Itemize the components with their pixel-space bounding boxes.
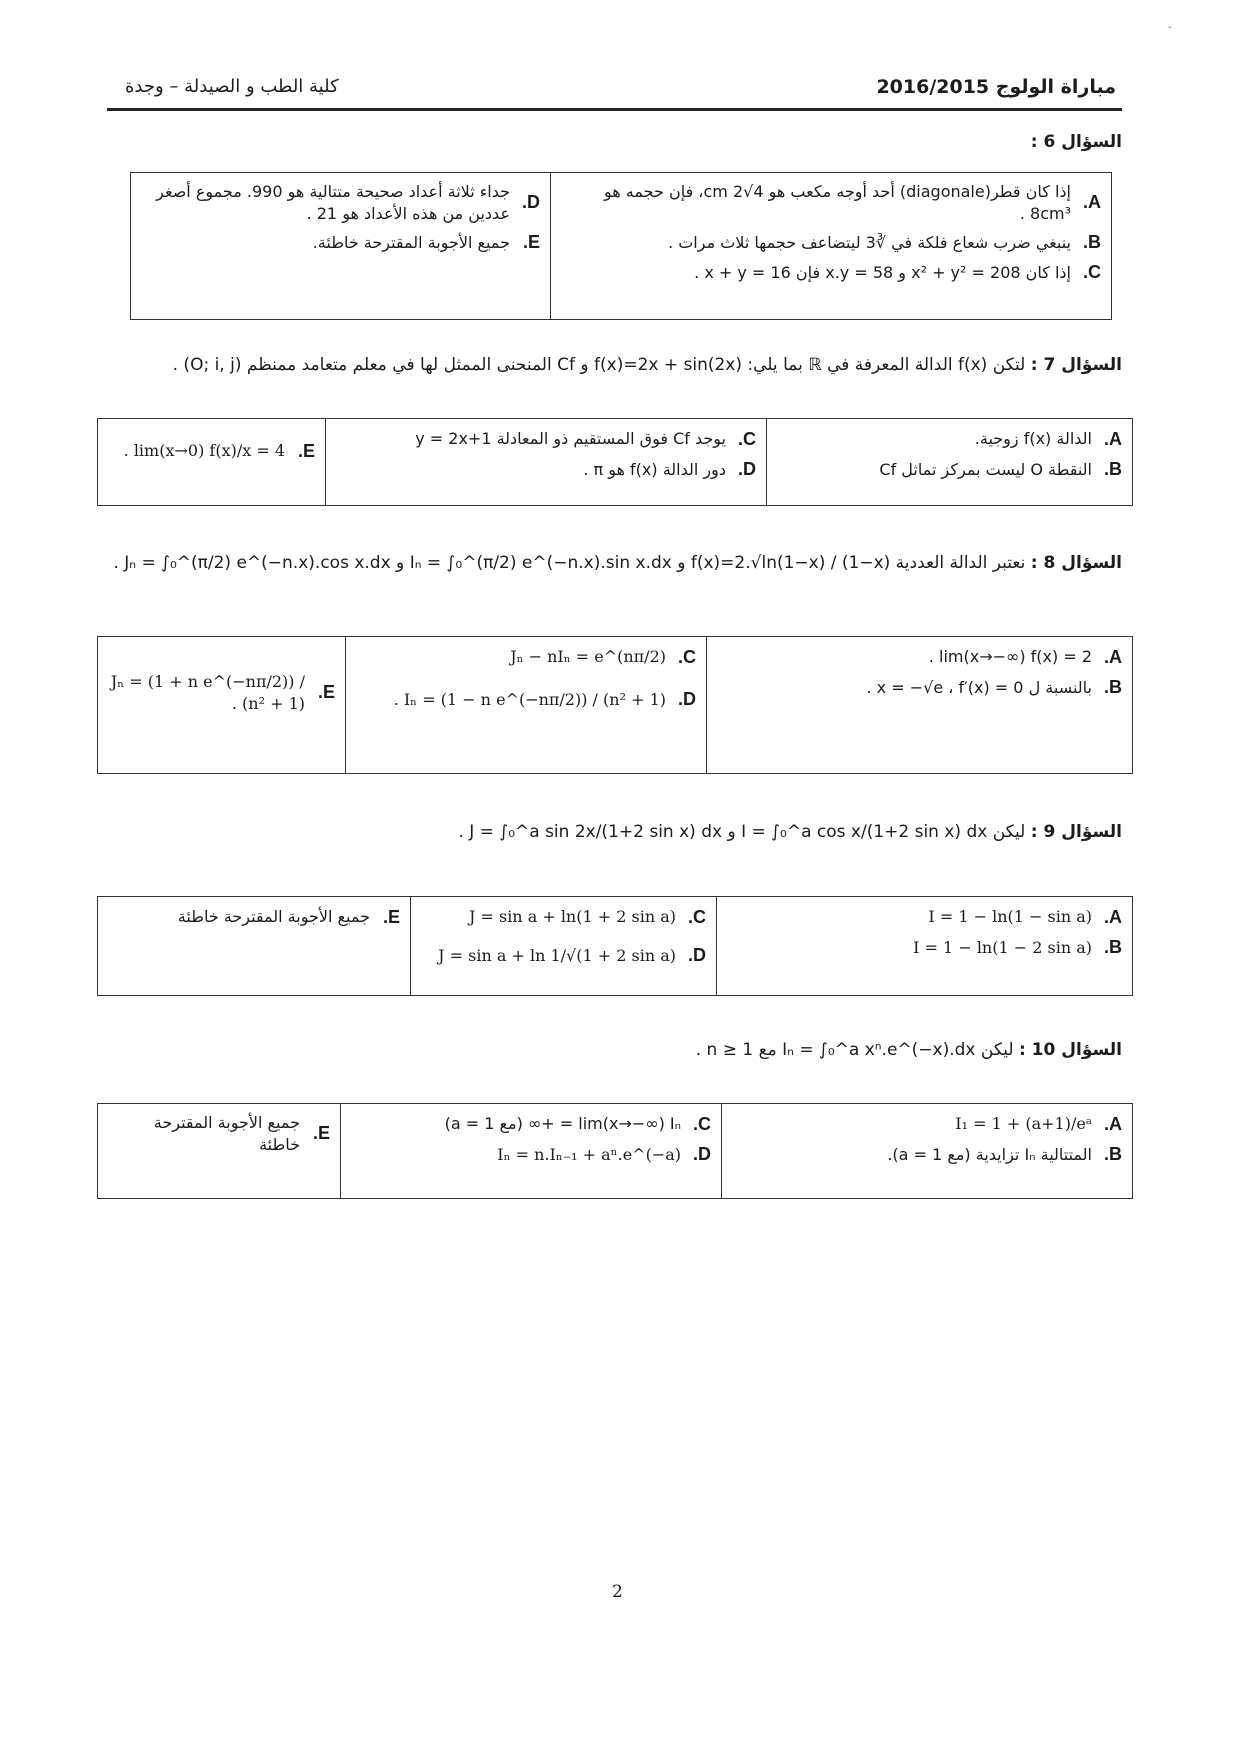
- q10-statement: السؤال 10 : ليكن Iₙ = ∫₀^a xⁿ.e^(−x).dx مع n ≥ 1 .: [695, 1040, 1122, 1060]
- q8-col-left: [98, 637, 346, 774]
- q8-option-b: B. بالنسبة ل x = −√e ، f′(x) = 0 .: [866, 677, 1122, 698]
- q6-options: [130, 172, 1112, 320]
- q8-col-middle: [346, 637, 707, 774]
- q7-col-left: [98, 419, 326, 506]
- q10-option-d: D. Iₙ = n.Iₙ₋₁ + aⁿ.e^(−a): [497, 1144, 711, 1165]
- q9-option-b: B. I = 1 − ln(1 − 2 sin a): [913, 937, 1122, 958]
- q6-option-e: E. جميع الأجوبة المقترحة خاطئة.: [312, 232, 540, 253]
- q7-option-c: C. يوجد Cf فوق المستقيم ذو المعادلة y = 2x+1: [415, 429, 756, 449]
- q6-option-c: C. إذا كان x² + y² = 208 و x.y = 58 فإن x + y = 16 .: [694, 262, 1101, 283]
- q7-col-middle: [326, 419, 767, 506]
- faculty-name: كلية الطب و الصيدلة – وجدة: [125, 76, 339, 97]
- q8-option-a: A. lim(x→−∞) f(x) = 2 .: [928, 647, 1122, 667]
- q9-option-e: E. جميع الأجوبة المقترحة خاطئة: [177, 907, 400, 927]
- q9-col-middle: [411, 897, 717, 996]
- q6-col-left: [131, 173, 551, 320]
- q10-option-b: B. المتتالية Iₙ تزايدية (مع a = 1).: [887, 1144, 1122, 1165]
- q6-col-right: [551, 173, 1112, 320]
- q7-option-b: B. النقطة O ليست بمركز تماثل Cf: [879, 459, 1122, 480]
- q7-col-right: [767, 419, 1133, 506]
- q7-statement: السؤال 7 : لتكن f(x) الدالة المعرفة في ℝ بما يلي: f(x)=2x + sin(2x) و Cf المنحنى الممثل لها في معلم متعامد ممنظم (O; i, j) .: [172, 355, 1122, 375]
- q9-col-right: [717, 897, 1133, 996]
- q8-options: [97, 636, 1133, 774]
- q10-col-right: [722, 1104, 1133, 1199]
- q9-option-a: A. I = 1 − ln(1 − sin a): [928, 907, 1122, 927]
- page-number: 2: [612, 1582, 623, 1602]
- q8-option-c: C. Jₙ − nIₙ = e^(nπ/2): [510, 647, 696, 667]
- q7-option-a: A. الدالة f(x) زوجية.: [974, 429, 1122, 449]
- q8-statement: السؤال 8 : نعتبر الدالة العددية f(x)=2.√ln(1−x) / (1−x) و Iₙ = ∫₀^(π/2) e^(−n.x).sin x.dx و Jₙ = ∫₀^(π/2) e^(−n.x).cos x.dx .: [113, 553, 1122, 573]
- q8-col-right: [707, 637, 1133, 774]
- q9-options: [97, 896, 1133, 996]
- q9-option-c: C. J = sin a + ln(1 + 2 sin a): [468, 907, 706, 927]
- q10-option-a: A. I₁ = 1 + (a+1)/eᵃ: [955, 1114, 1122, 1134]
- q9-option-d: D. J = sin a + ln 1/√(1 + 2 sin a): [438, 945, 706, 966]
- q7-options: [97, 418, 1133, 506]
- scan-mark: -: [1168, 22, 1172, 33]
- q7-option-d: D. دور الدالة f(x) هو π .: [583, 459, 756, 480]
- q9-statement: السؤال 9 : ليكن I = ∫₀^a cos x/(1+2 sin x) dx و J = ∫₀^a sin 2x/(1+2 sin x) dx .: [458, 822, 1122, 842]
- q10-option-e: E. جميع الأجوبة المقترحة خاطئة: [153, 1113, 330, 1154]
- q7-option-e: E. lim(x→0) f(x)/x = 4 .: [123, 441, 315, 461]
- q6-option-a: A. إذا كان قطر(diagonale) أحد أوجه مكعب هو 4√2 cm، فإن حجمه هو 8cm³ .: [604, 182, 1101, 223]
- q10-col-left: [98, 1104, 341, 1199]
- q6-option-b: B. ينبغي ضرب شعاع فلكة في ∛3 ليتضاعف حجمها ثلاث مرات .: [668, 232, 1101, 253]
- q8-option-e: E. Jₙ = (1 + n e^(−nπ/2)) / (n² + 1) .: [110, 672, 335, 713]
- q8-option-d: D. Iₙ = (1 − n e^(−nπ/2)) / (n² + 1) .: [393, 689, 696, 710]
- q6-option-d: D. جداء ثلاثة أعداد صحيحة متتالية هو 990. مجموع أصغر عددين من هذه الأعداد هو 21 .: [156, 182, 540, 223]
- q9-col-left: [98, 897, 411, 996]
- exam-title: مباراة الولوج 2016/2015: [876, 76, 1116, 98]
- q10-options: [97, 1103, 1133, 1199]
- q10-option-c: C. lim(x→−∞) Iₙ = +∞ (مع a = 1): [444, 1114, 711, 1134]
- q10-col-middle: [341, 1104, 722, 1199]
- header-rule: [107, 108, 1122, 111]
- q6-title: السؤال 6 :: [1030, 132, 1122, 152]
